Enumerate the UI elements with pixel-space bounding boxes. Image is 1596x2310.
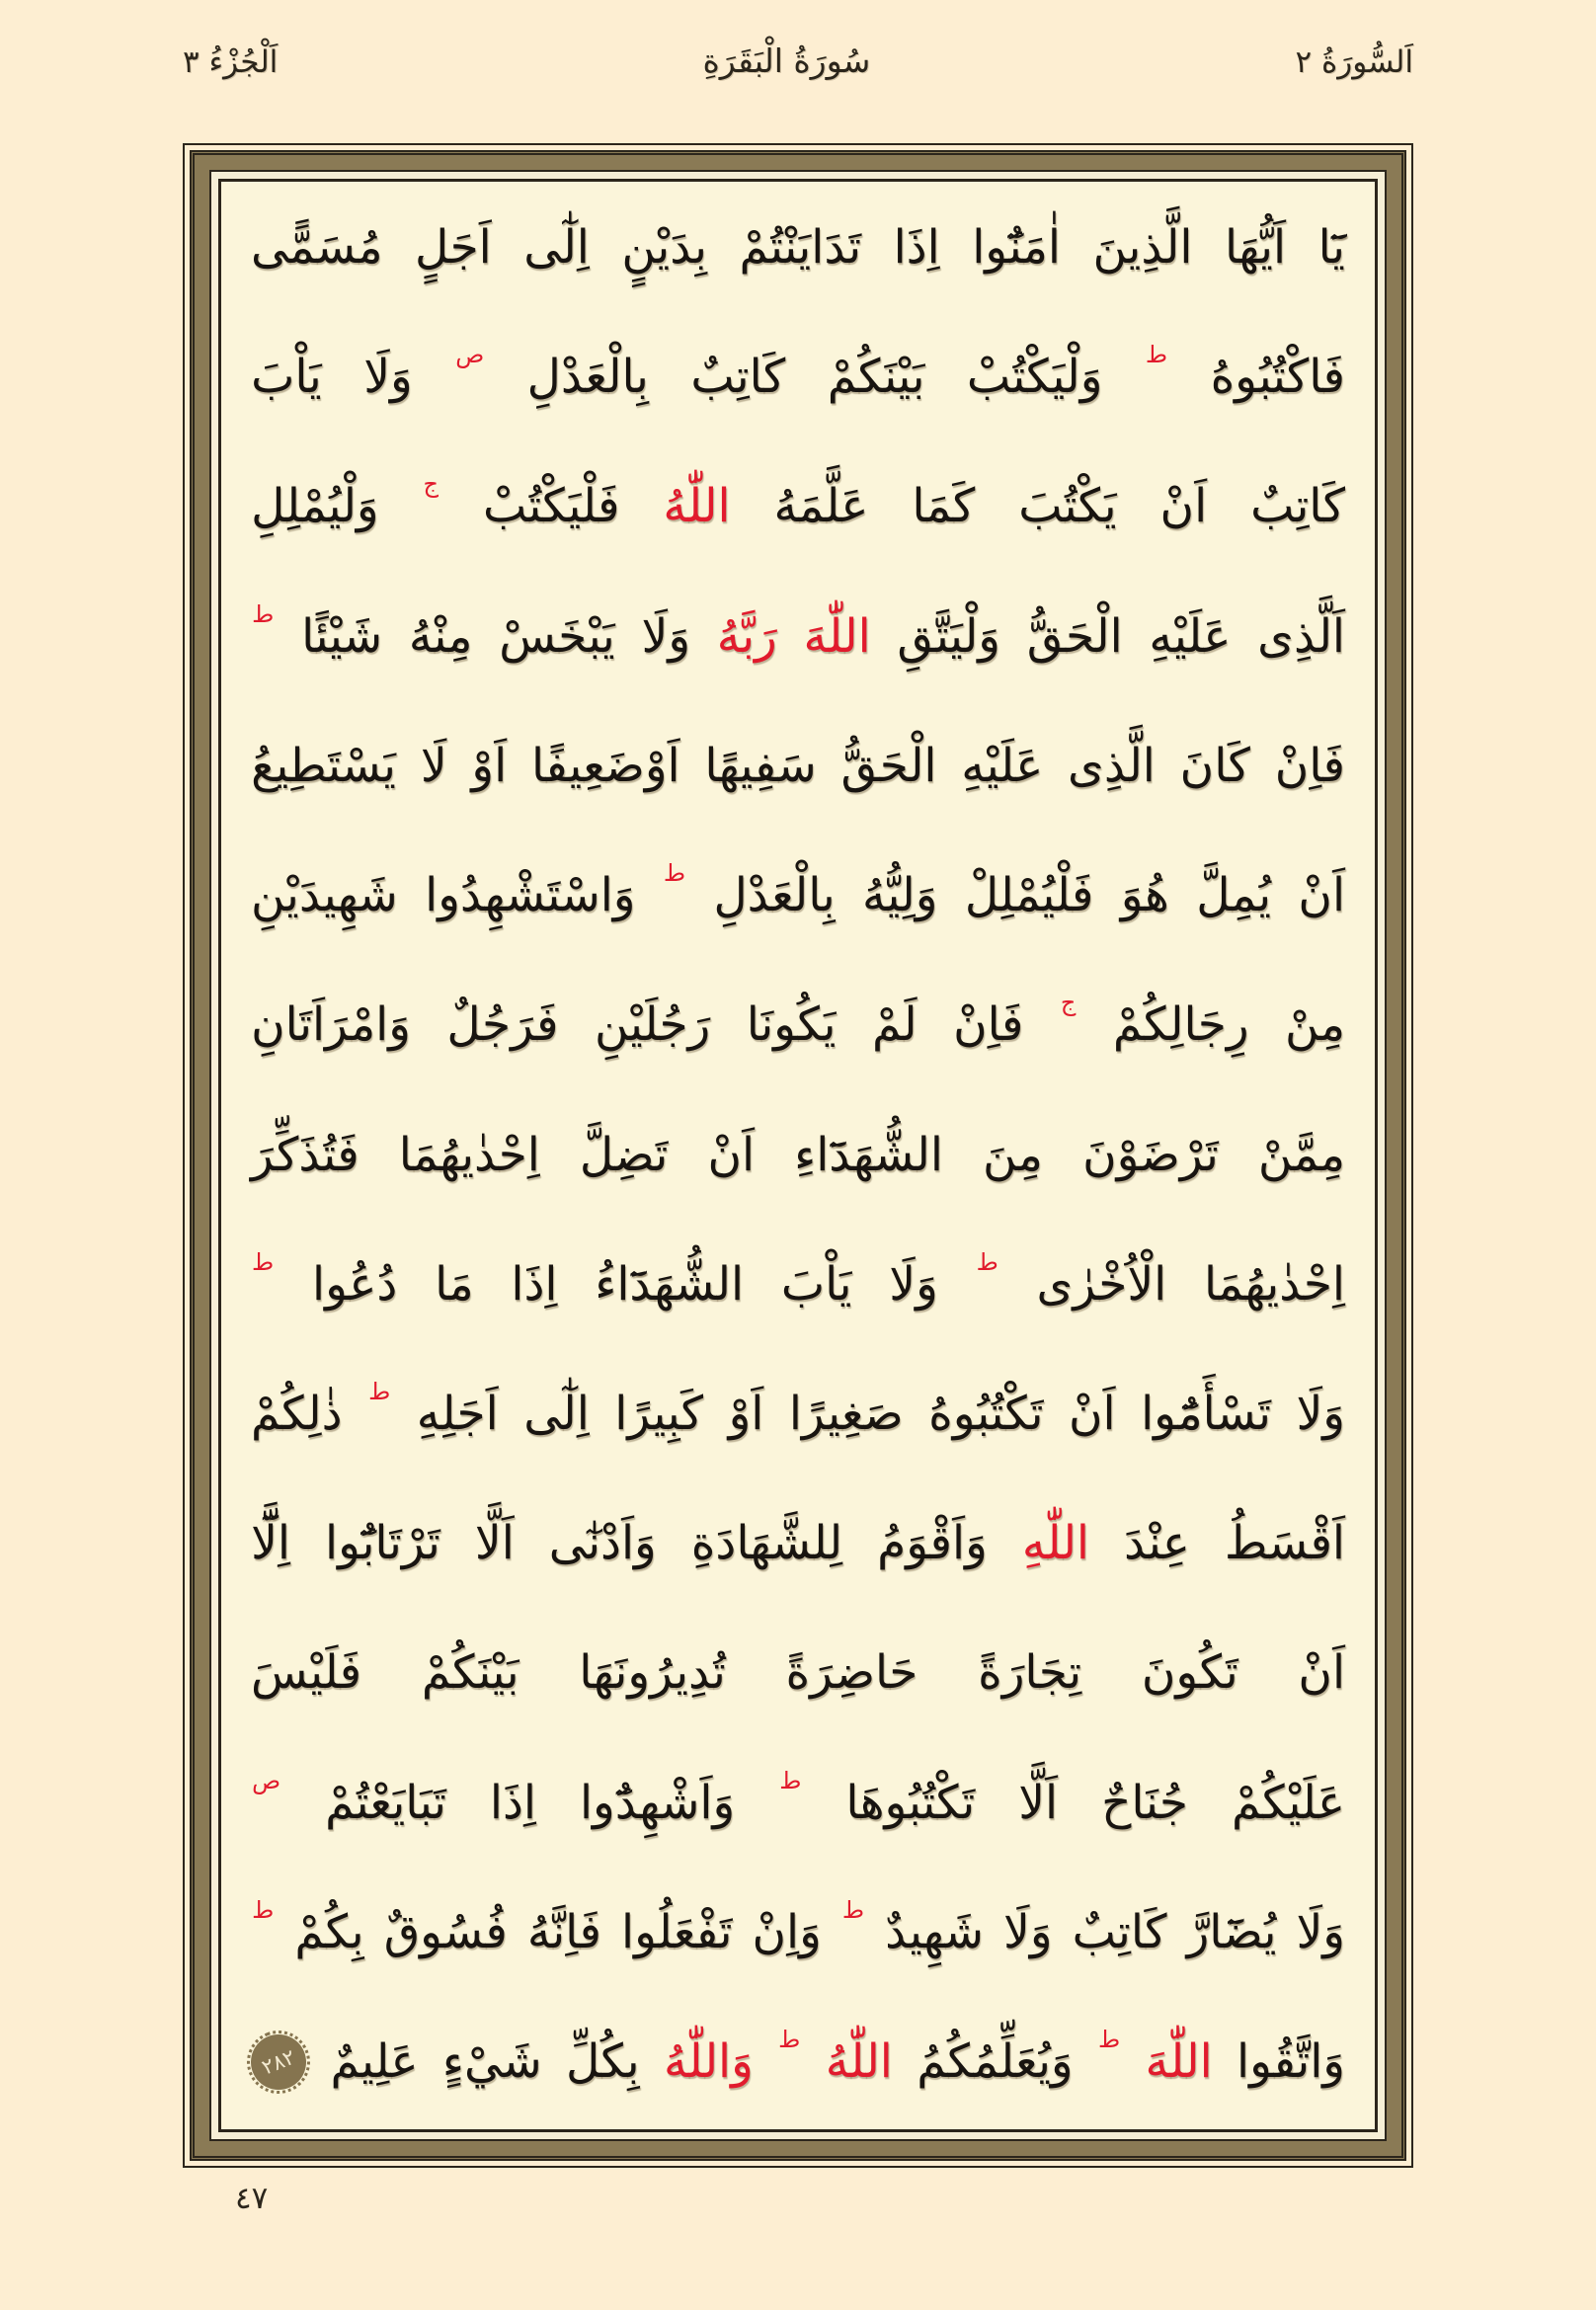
quran-word: وَلْيَتَّقِ — [897, 608, 1000, 664]
quran-line — [251, 341, 1345, 407]
quran-word: عَلِيمٌ — [330, 2034, 419, 2090]
pause-mark: ط — [778, 2026, 801, 2054]
pause-mark: ص — [455, 341, 485, 369]
quran-word: مُسَمًّى — [251, 220, 383, 275]
quran-word: وَلَا — [889, 1256, 938, 1312]
quran-word: حَاضِرَةً — [785, 1645, 918, 1701]
quran-line — [251, 1515, 1345, 1573]
quran-word: يَكْتُبَ — [1018, 479, 1117, 534]
quran-word: اٰمَنُٓوا — [972, 220, 1061, 275]
allah-word: اللّٰهُ — [663, 479, 731, 534]
allah-word: اللّٰهُ — [825, 2034, 893, 2090]
quran-word: رِجَالِكُمْ — [1112, 997, 1249, 1053]
pause-mark: ط — [1097, 2026, 1121, 2054]
quran-word: وَاِنْ — [752, 1904, 822, 1959]
frame-band — [190, 150, 1406, 2161]
quran-word: كَبِيرًا — [614, 1386, 704, 1441]
quran-word: كَمَا — [912, 479, 976, 534]
quran-word: تَكْتُبُوهَا — [845, 1775, 976, 1830]
quran-word: اَوْ — [728, 1386, 764, 1441]
pause-mark: ط — [1145, 341, 1168, 369]
quran-word: وَلَا — [1003, 1904, 1053, 1959]
quran-word: فُسُوقٌ — [383, 1904, 508, 1959]
pause-mark: ط — [841, 1895, 865, 1924]
quran-word: مِنْهُ — [408, 608, 473, 664]
quran-word: بِكُمْ — [294, 1904, 364, 1959]
pause-mark: ط — [779, 1766, 802, 1794]
quran-word: عَلَّمَهُ — [773, 479, 869, 534]
quran-word: فَاِنْ — [953, 997, 1024, 1053]
quran-word: يَكُونَا — [746, 997, 837, 1053]
quran-line — [251, 1127, 1345, 1185]
quran-word: تَكُونَ — [1141, 1645, 1238, 1701]
quran-word: مِنَ — [983, 1127, 1043, 1182]
quran-line — [251, 738, 1345, 796]
quran-word: يَبْخَسْ — [499, 608, 615, 664]
surah-title: سُورَةُ الْبَقَرَةِ — [702, 41, 871, 80]
quran-word: بَيْنَكُمْ — [827, 350, 925, 405]
quran-word: اَقْسَطُ — [1224, 1516, 1345, 1571]
allah-word: اللّٰهَ — [803, 608, 871, 664]
quran-word: اَنْ — [1298, 868, 1345, 923]
quran-word: اَوْ — [471, 738, 508, 793]
quran-word: صَغِيرًا — [788, 1386, 904, 1441]
allah-word: رَبَّهُ — [716, 608, 777, 664]
quran-line — [251, 1377, 1345, 1444]
quran-line — [251, 1247, 1345, 1314]
quran-word: كَاتِبٌ — [1250, 479, 1345, 534]
quran-word: وَلَا — [1296, 1386, 1345, 1441]
quran-word: عَلَيْكُمْ — [1231, 1775, 1345, 1830]
quran-word: تِجَارَةً — [978, 1645, 1082, 1701]
quran-word: اِذَا — [511, 1256, 558, 1312]
quran-word: اَلَّا — [1018, 1775, 1059, 1830]
pause-mark: ط — [976, 1247, 998, 1276]
quran-word: فَتُذَكِّرَ — [251, 1127, 359, 1182]
quran-word: اَجَلٍ — [415, 220, 492, 275]
quran-word: فَلْيَكْتُبْ — [482, 479, 620, 534]
quran-word: وَلِيُّهُ — [862, 868, 938, 923]
quran-word: يَسْتَطِيعُ — [251, 738, 397, 793]
quran-word: تَضِلَّ — [579, 1127, 669, 1182]
quran-word: كَاتِبٌ — [1072, 1904, 1167, 1959]
quran-word: يُمِلَّ — [1196, 868, 1272, 923]
quran-word: شَيْءٍ — [441, 2034, 542, 2090]
quran-word: بِدَيْنٍ — [621, 220, 707, 275]
quran-word: كَاتِبٌ — [690, 350, 786, 405]
quran-word: الْحَقُّ — [1026, 608, 1123, 664]
allah-word: اللّٰهَ — [1145, 2034, 1213, 2090]
quran-word: وَلَا — [363, 350, 413, 405]
quran-word: فَاكْتُبُوهُ — [1210, 350, 1345, 405]
quran-word: اِذَا — [489, 1775, 536, 1830]
quran-word: بِكُلِّ — [565, 2034, 640, 2090]
quran-word: الْاُخْرٰى — [1036, 1256, 1167, 1312]
pause-mark: ط — [252, 599, 275, 628]
quran-word: جُنَاحٌ — [1101, 1775, 1188, 1830]
quran-word: بِالْعَدْلِ — [713, 868, 836, 923]
quran-word: وَاَدْنٰٓى — [548, 1516, 657, 1571]
quran-word: وَلَا — [641, 608, 691, 664]
page-frame — [183, 143, 1413, 2168]
quran-word: فَلْيُمْلِلْ — [964, 868, 1094, 923]
quran-word: الشُّهَدَٓاءُ — [595, 1256, 745, 1312]
quran-word: اِلَّٓا — [251, 1516, 290, 1571]
quran-word: وَلْيُمْلِلِ — [251, 479, 379, 534]
pause-mark: ج — [423, 470, 439, 499]
quran-word: تَرْتَابُٓوا — [325, 1516, 440, 1571]
quran-line — [251, 1895, 1345, 1962]
quran-word: شَهِيدَيْنِ — [251, 868, 398, 923]
quran-word: وَلْيَكْتُبْ — [966, 350, 1103, 405]
page-number: ٤٧ — [235, 2181, 269, 2216]
quran-word: اَلَّا — [474, 1516, 515, 1571]
quran-word: لِلشَّهَادَةِ — [690, 1516, 843, 1571]
pause-mark: ط — [252, 1247, 275, 1276]
quran-line — [251, 470, 1345, 536]
surah-number-label: اَلسُّورَةُ ٢ — [1295, 44, 1413, 80]
verse-end-marker: ٢٨٢ — [243, 2027, 315, 2099]
quran-word: تَرْضَوْنَ — [1082, 1127, 1219, 1182]
quran-word: اِحْدٰيهُمَا — [1203, 1256, 1345, 1312]
quran-word: اَيُّهَا — [1224, 220, 1287, 275]
quran-line — [251, 1644, 1345, 1703]
quran-word: وَاسْتَشْهِدُوا — [425, 868, 636, 923]
quran-line — [251, 219, 1345, 278]
quran-word: اِلٰٓى — [523, 1386, 590, 1441]
quran-word: فَاِنَّهُ — [526, 1904, 601, 1959]
quran-word: اَوْضَعِيفًا — [530, 738, 680, 793]
quran-word: كَانَ — [1179, 738, 1250, 793]
quran-word: فَاِنْ — [1274, 738, 1345, 793]
quran-word: اِذَا — [893, 220, 940, 275]
quran-line — [251, 859, 1345, 925]
quran-word: اَنْ — [1069, 1386, 1116, 1441]
quran-word: وَيُعَلِّمُكُمُ — [917, 2034, 1074, 2090]
quran-word: يَٓا — [1317, 220, 1345, 275]
quran-word: ذٰلِكُمْ — [251, 1386, 343, 1441]
allah-word: وَاللّٰهُ — [663, 2034, 754, 2090]
quran-word: شَيْئًا — [301, 608, 383, 664]
quran-line — [251, 1766, 1345, 1833]
quran-word: لَمْ — [871, 997, 918, 1053]
allah-word: اللّٰهِ — [1021, 1516, 1089, 1571]
frame-inner-gap — [209, 170, 1387, 2141]
page-header — [183, 41, 1413, 80]
quran-word: اِحْدٰيهُمَا — [398, 1127, 540, 1182]
juz-label: اَلْجُزْءُ ٣ — [183, 44, 279, 80]
quran-word: وَاتَّقُوا — [1237, 2034, 1345, 2090]
quran-word: مِنْ — [1285, 997, 1345, 1053]
quran-word: فَلَيْسَ — [251, 1645, 362, 1701]
quran-word: يُضَٓارَّ — [1186, 1904, 1277, 1959]
quran-word: يَاْبَ — [780, 1256, 852, 1312]
quran-word: لَا — [420, 738, 447, 793]
quran-word: تَبَايَعْتُمْ — [325, 1775, 446, 1830]
quran-word: الشُّهَدَٓاءِ — [794, 1127, 943, 1182]
quran-word: هُوَ — [1120, 868, 1169, 923]
quran-text — [221, 182, 1375, 2129]
quran-word: الْحَقُّ — [840, 738, 937, 793]
quran-word: عَلَيْهِ — [1149, 608, 1232, 664]
pause-mark: ط — [663, 859, 686, 888]
quran-word: دُعُوا — [312, 1256, 398, 1312]
quran-word: اَنْ — [1159, 479, 1208, 534]
quran-word: تَكْتُبُوهُ — [928, 1386, 1044, 1441]
quran-word: مِمَّنْ — [1257, 1127, 1345, 1182]
quran-word: تَفْعَلُوا — [621, 1904, 733, 1959]
pause-mark: ص — [252, 1766, 281, 1794]
quran-word: يَاْبَ — [251, 350, 322, 405]
quran-word: بِالْعَدْلِ — [526, 350, 649, 405]
quran-line — [251, 2026, 1345, 2092]
quran-word: اَجَلِهِ — [416, 1386, 499, 1441]
quran-word: عَلَيْهِ — [961, 738, 1044, 793]
quran-word: تَسْأَمُٓوا — [1141, 1386, 1271, 1441]
quran-line — [251, 599, 1345, 667]
quran-word: وَلَا — [1296, 1904, 1345, 1959]
pause-mark: ط — [252, 1895, 275, 1924]
quran-word: شَهِيدٌ — [885, 1904, 984, 1959]
quran-word: وَاَشْهِدُٓوا — [579, 1775, 736, 1830]
quran-line — [251, 989, 1345, 1055]
quran-word: عِنْدَ — [1123, 1516, 1190, 1571]
quran-word: وَامْرَاَتَانِ — [251, 997, 411, 1053]
quran-word: مَا — [435, 1256, 474, 1312]
quran-word: الَّذِى — [1068, 738, 1156, 793]
pause-mark: ط — [368, 1377, 391, 1405]
quran-word: اَلَّذِى — [1257, 608, 1345, 664]
quran-word: الَّذِينَ — [1092, 220, 1193, 275]
quran-word: تُدِيرُونَهَا — [579, 1645, 726, 1701]
quran-word: تَدَايَنْتُمْ — [739, 220, 862, 275]
quran-word: فَرَجُلٌ — [446, 997, 559, 1053]
quran-word: اِلٰٓى — [523, 220, 590, 275]
frame-inner — [218, 179, 1378, 2132]
quran-word: رَجُلَيْنِ — [594, 997, 711, 1053]
quran-word: وَاَقْوَمُ — [877, 1516, 988, 1571]
quran-word: سَفِيهًا — [704, 738, 817, 793]
pause-mark: ج — [1060, 989, 1077, 1017]
quran-word: بَيْنَكُمْ — [421, 1645, 519, 1701]
quran-word: اَنْ — [1298, 1645, 1345, 1701]
quran-word: اَنْ — [707, 1127, 756, 1182]
